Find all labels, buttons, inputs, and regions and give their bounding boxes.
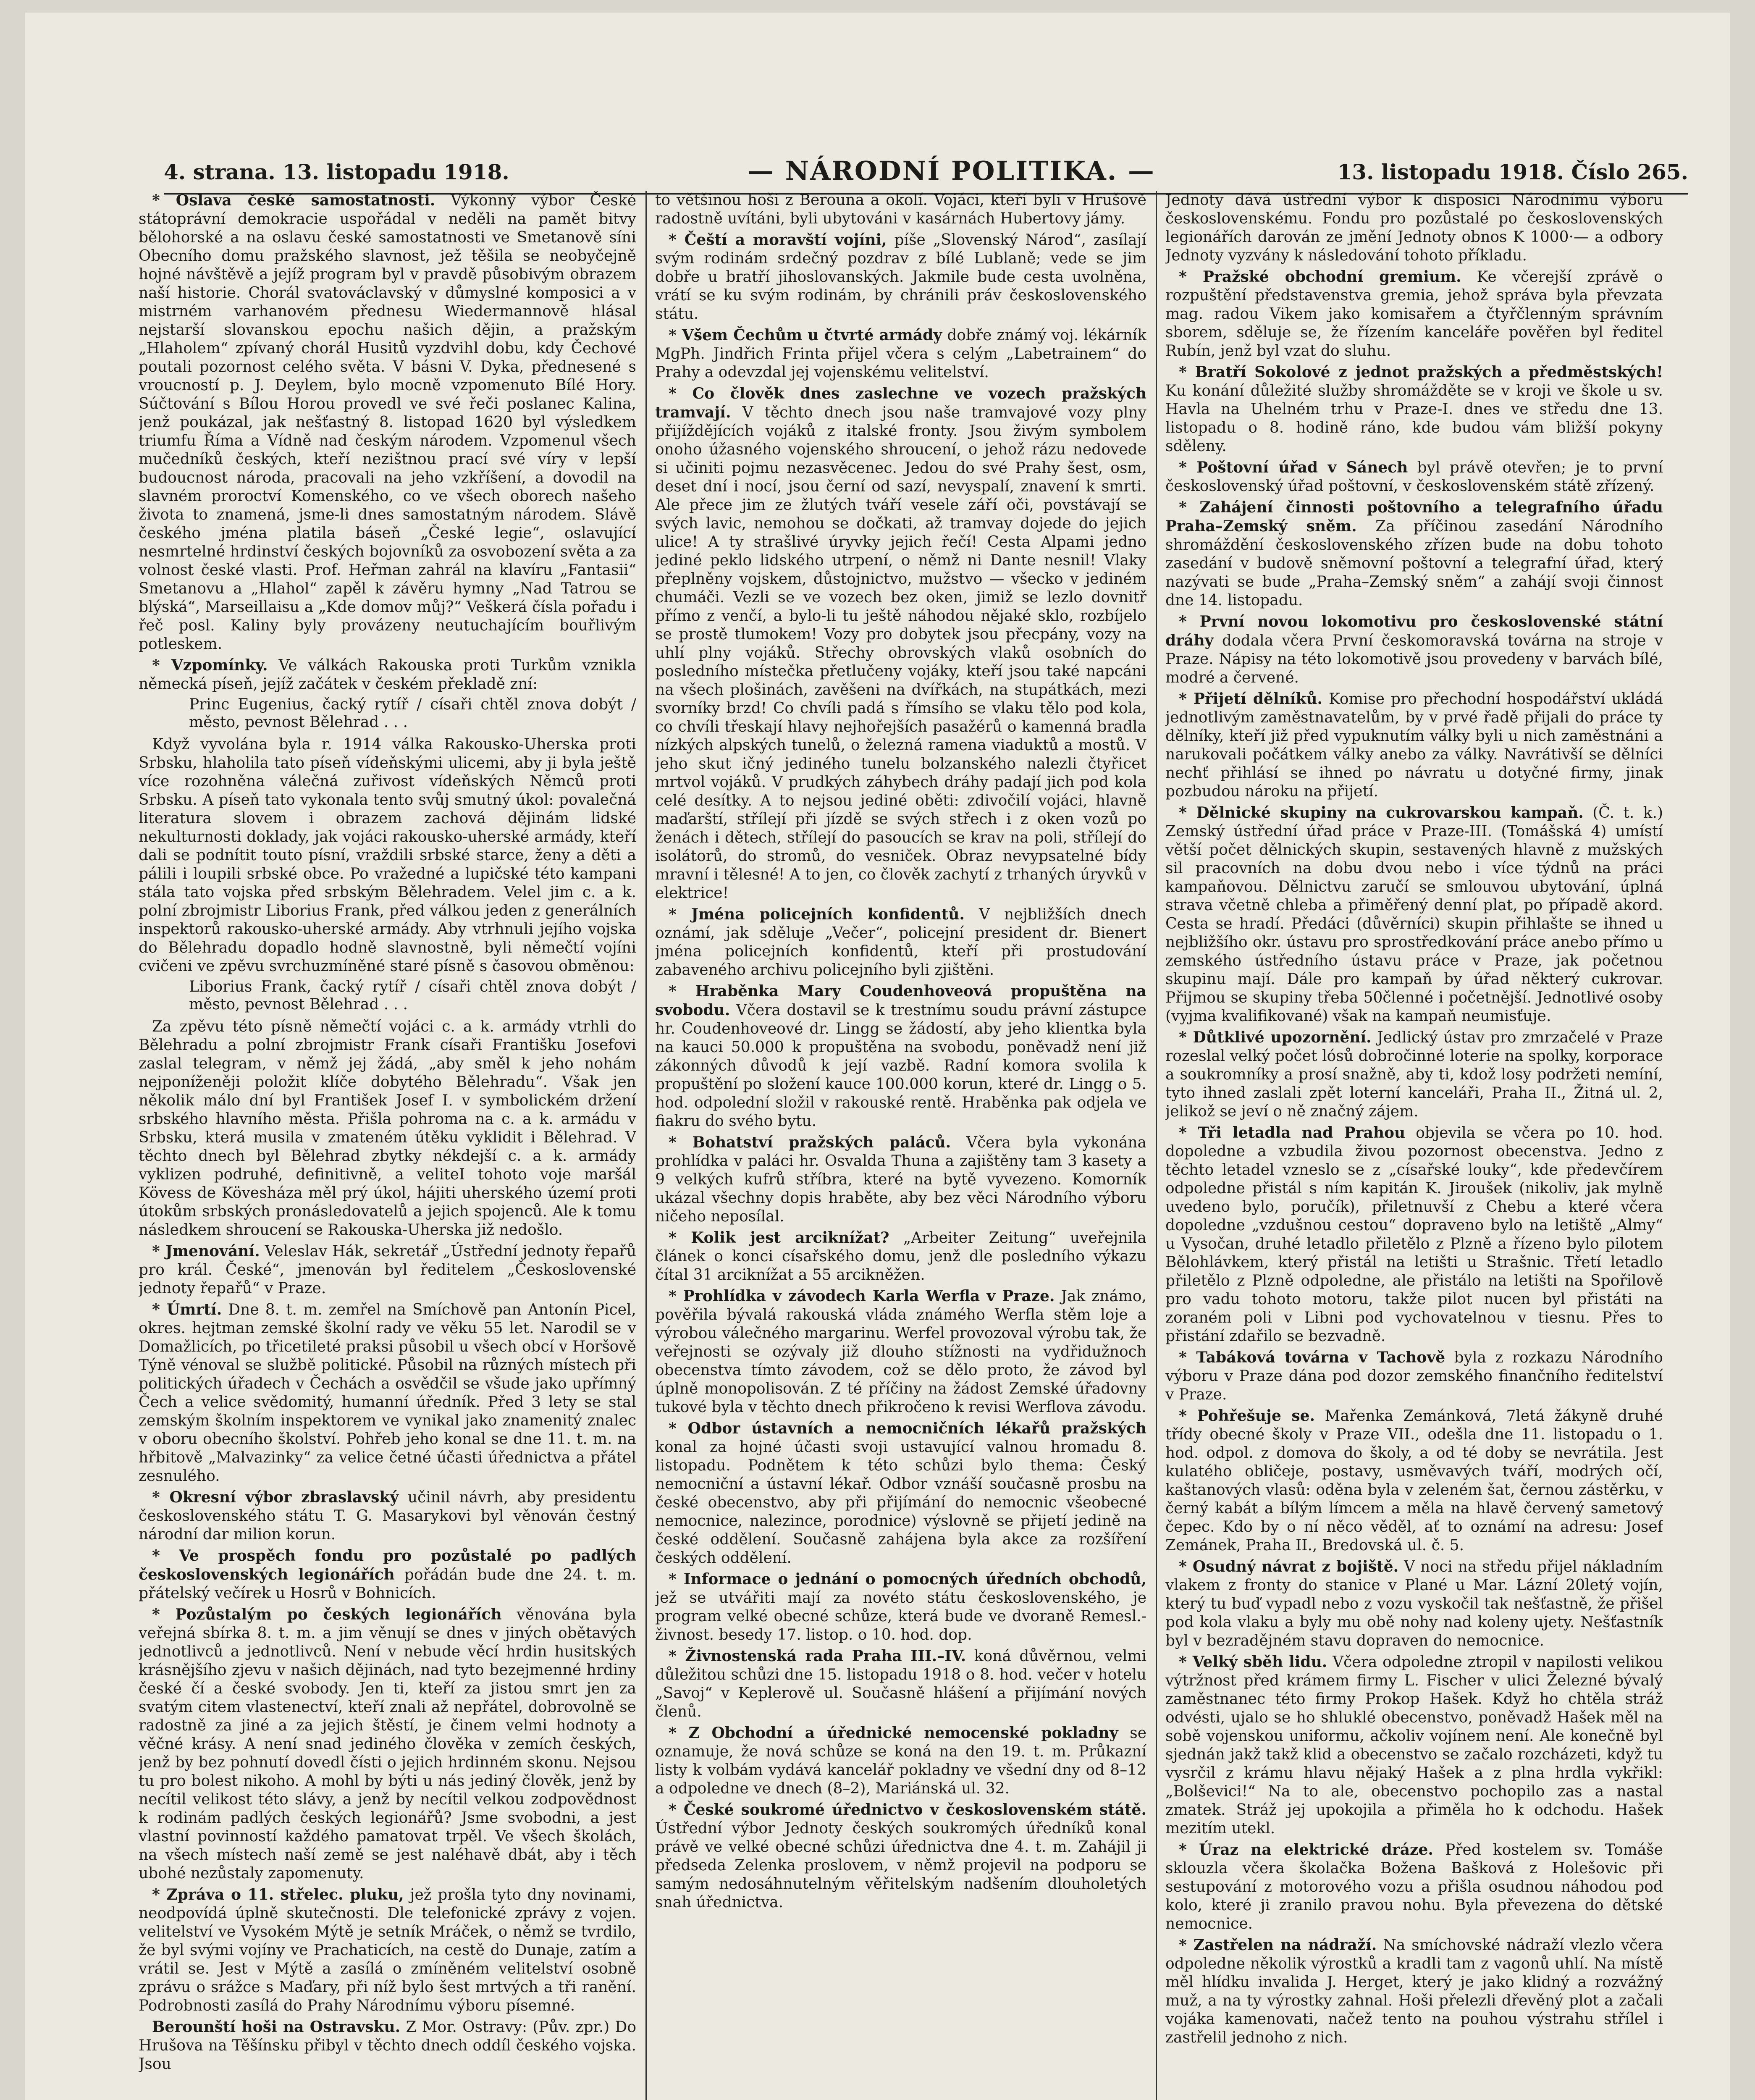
article-heading: * Poštovní úřad v Sánech	[1179, 459, 1408, 476]
article-paragraph	[1165, 498, 1663, 610]
article-paragraph	[655, 326, 1146, 382]
article-text: dobře známý voj. lékárník MgPh. Jindřich Frinta přijel včera s celým „Labetrainem“ do Prahy a odevzdal jej vojenskému velitelství.	[655, 327, 1146, 381]
article-text: jež prošla tyto dny novinami, neodpovídá úplně skutečnosti. Dle telefonické zprávy z vojen. velitelství ve Vysokém Mýtě je setník Mráček, o němž se tvrdilo, že byl svými vojíny ve Prachaticích, na cestě do Dunaje, zatím a vrátil se. Jest v Mýtě a zasílá o zmíněném velitelství osobně zprávu o srážce s Maďary, při níž bylo šest mrtvých a tři ranění. Podrobnosti zasílá do Prahy Národnímu výboru písemné.	[139, 1886, 636, 2014]
verse-quote: Liborius Frank, čacký rytíř / císaři chtěl znova dobýt / město, pevnost Bělehrad . . .	[189, 978, 636, 1013]
article-heading: * Čeští a moravští vojíni,	[669, 231, 887, 249]
article-heading: * Z Obchodní a úřednické nemocenské pokladny	[669, 1724, 1118, 1742]
article-text: Dne 8. t. m. zemřel na Smíchově pan Antonín Picel, okres. hejtman zemské školní rady ve věku 55 let. Narodil se v Domažlicích, po třicetileté praksi působil u všech obcí v Horšově Týně vénoval se službě politické. Působil na různých místech při politických úřadech v Čechách a osvědčil se všude jako upřímný Čech a velice svědomitý, humanní úředník. Před 3 lety se stal zemským školním inspektorem ve vynikal jako znamenitý znalec v oboru obecního školství. Pohřeb jeho konal se dne 11. t. m. na hřbitově „Malvazinky“ za velice četné účasti úřednictva a přátel zesnulého.	[139, 1301, 636, 1485]
article-text: byl právě otevřen; je to první československý úřad poštovní, v československém státě zřízený.	[1165, 459, 1663, 495]
article-paragraph	[139, 735, 636, 976]
article-text: Výkonný výbor České státoprávní demokracie uspořádal v neděli na pamět bitvy bělohorské a na oslavu české samostatnosti ve Smetanově síni Obecního domu pražského slavnost, jež těšila se neobyčejně hojné návštěvě a jejíž program byl v pravdě působivým obrazem naší historie. Chorál svatováclavský v důmyslné komposici a v mistrném varhanovém přednesu Wiedermannově hlásal nejstarší slovanskou epochu našich dějin, a pražským „Hlaholem“ zpívaný chorál Husitů vyzdvihl dobu, kdy Čechové poutali pozornost celého světa. V básni V. Dyka, přednesené s vroucností p. J. Deylem, bylo mocně vzpomenuto Bílé Hory. Súčtování s Bílou Horou provedl ve své řeči poslanec Kalina, jenž poukázal, jak nešťastný 8. listopad 1620 byl výsledkem triumfu Říma a Vídně nad českým národem. Vzpomenul všech mučedníků českých, kteří nezištnou prací své víry v lepší budoucnost národa, pracovali na jeho vzkříšení, a dovodil na slavném proroctví Komenského, co ve všech oborech našeho života to znamená, jsme-li dnes samostatným národem. Slávě českého jména platila báseň „České legie“, oslavující nesmrtelné hrdinství českých bojovníků za osvobození světa a za volnost české vlasti. Prof. Heřman zahrál na klavíru „Fantasii“ Smetanovu a „Hlahol“ zapěl k závěru hymny „Nad Tatrou se blýská“, Marseillaisu a „Kde domov můj?“ Veškerá čísla pořadu i řeč posl. Kaliny byly provázeny neutuchajícím bouřlivým potleskem.	[139, 192, 636, 653]
article-heading: * Hraběnka Mary Coudenhoveová propuštěna na svobodu.	[655, 982, 1146, 1019]
article-text: V nejbližších dnech oznámí, jak sděluje „Večer“, policejní president dr. Bienert jména policejních konfidentů, kteří při prostudování zabaveného archivu policejního byli zjištěni.	[655, 906, 1146, 979]
article-paragraph	[139, 1018, 636, 1239]
article-heading: * Bohatství pražských paláců.	[669, 1134, 951, 1151]
article-paragraph	[139, 1300, 636, 1486]
article-paragraph	[655, 1133, 1146, 1226]
article-heading: * Pozůstalým po českých legionářích	[152, 1606, 502, 1623]
article-paragraph	[139, 1885, 636, 2015]
article-paragraph	[655, 231, 1146, 323]
article-text: Ku konání důležité služby shromážděte se v kroji ve škole u sv. Havla na Uhelném trhu v Praze-I. dnes ve středu dne 13. listopadu o 8. hodině ráno, kde budou vám bližší pokyny sděleny.	[1165, 382, 1663, 455]
article-paragraph	[1165, 458, 1663, 496]
article-text: Za příčinou zasedání Národního shromáždění československého zřízen bude na dobu tohoto zasedání v budově sněmovní poštovní a telegrafní úřad, který nazývati se bude „Praha–Zemský sněm“ a zahájí svoji činnost dne 14. listopadu.	[1165, 518, 1663, 609]
article-paragraph	[1165, 363, 1663, 456]
article-text: dodala včera První českomoravská továrna na stroje v Praze. Nápisy na této lokomotivě jsou provedeny v barvách bílé, modré a červené.	[1165, 632, 1663, 686]
article-heading: * Všem Čechům u čtvrté armády	[669, 326, 942, 344]
article-heading: * Živnostenská rada Praha III.–IV.	[669, 1647, 966, 1665]
article-text: jež se utvářiti mají za novéto státu československého, je program velké obecné schůze, která bude ve dvoraně Remesl.-živnost. besedy 17. listop. o 10. hod. dop.	[655, 1589, 1146, 1643]
article-text: V noci na středu přijel nákladním vlakem z fronty do stanice v Plané u Mar. Lázní 20letý vojín, který tu buď vypadl nebo z vozu vyskočil tak nešťastně, že přišel pod kola vlaku a byly mu obě nohy nad koleny ujety. Nešťastník byl v bezradějném stavu dopraven do nemocnice.	[1165, 1558, 1663, 1649]
article-paragraph	[139, 191, 636, 654]
article-text: Včera byla vykonána prohlídka v paláci hr. Osvalda Thuna a zajištěny tam 3 kasety a 9 velkých kufrů stříbra, které na bytě vyvezeno. Komorník ukázal všechny dopis hraběte, aby bez věci Národního výboru ničeho neposílal.	[655, 1134, 1146, 1225]
article-heading: * Odbor ústavních a nemocničních lékařů pražských	[669, 1420, 1146, 1437]
article-heading: * Pohřešuje se.	[1179, 1407, 1315, 1425]
article-paragraph	[139, 1605, 636, 1883]
article-paragraph	[1165, 268, 1663, 360]
article-text: Když vyvolána byla r. 1914 válka Rakousko-Uherska proti Srbsku, hlaholila tato píseň vídeňskými ulicemi, aby ji byla ještě více rozohněna válečná zuřivost vídeňských Němců proti Srbsku. A píseň tato vykonala tento svůj smutný úkol: povalečná literatura slovem i obrazem zachová dějinám lidské nekulturnosti doklady, jak vojáci rakousko-uherské armády, kteří dali se podnítit touto písní, vraždili srbské starce, ženy a děti a pálili i loupili srbské obce. Po vražedné a lupičské této kampani stála tato vojska před srbským Bělehradem. Velel jim c. a k. polní zbrojmistr Liborius Frank, před válkou jeden z generálních inspektorů rakousko-uherské armády. Aby vtrhnuli jejího vojska do Bělehradu dopadlo hodně slavnostně, byli němečtí vojíni cvičeni ve zpěvu svrchuzmíněné staré písně s časovou obměnou:	[139, 736, 636, 975]
article-paragraph	[655, 1801, 1146, 1912]
article-paragraph	[1165, 1557, 1663, 1650]
article-paragraph	[655, 982, 1146, 1131]
article-heading: * Kolik jest arciknížat?	[669, 1229, 889, 1247]
article-paragraph	[1165, 690, 1663, 801]
article-heading: * Co člověk dnes zaslechne ve vozech pražských tramvají.	[655, 385, 1146, 421]
article-heading: * Oslava české samostatnosti.	[152, 192, 435, 209]
article-paragraph	[139, 2018, 636, 2074]
article-heading: * Ve prospěch fondu pro pozůstalé po padlých československých legionářích	[139, 1547, 636, 1583]
article-paragraph	[139, 1242, 636, 1298]
article-text: Ústřední výbor Jednoty českých soukromých úředníků konal právě ve velké obecné schůzi úřednictva dne 4. t. m. Zahájil ji předseda Zelenka proslovem, v němž projevil na podporu se samým nedosáhnutelným věřitelským nadšením dlouholetých snah úřednictva.	[655, 1820, 1146, 1911]
article-paragraph	[655, 1570, 1146, 1644]
article-paragraph	[655, 905, 1146, 979]
article-heading: Berounští hoši na Ostravsku.	[152, 2018, 401, 2036]
article-text: „Arbeiter Zeitung“ uveřejnila článek o konci císařského domu, jenž dle posledního výkazu čítal 31 arciknížat a 55 arcikněžen.	[655, 1229, 1146, 1284]
article-heading: * Jména policejních konfidentů.	[669, 906, 965, 923]
article-text: to většinou hoši z Berouna a okolí. Vojáci, kteří byli v Hrušově radostně uvítáni, byli ubytováni v kasárnách Hubertovy jámy.	[655, 192, 1146, 227]
article-text: Před kostelem sv. Tomáše sklouzla včera školačka Božena Bašková z Holešovic při sestupování z motorového vozu a přišla osudnou náhodou pod kolo, které ji zranilo pravou nohu. Byla převezena do dětské nemocnice.	[1165, 1841, 1663, 1932]
article-text: učinil návrh, aby presidentu československého státu T. G. Masarykovi byl věnován čestný národní dar milion korun.	[139, 1489, 636, 1543]
article-text: píše „Slovenský Národ“, zasílají svým rodinám srdečný pozdrav z bílé Lublaně; vede se jim dobře u bratří jihoslovanských. Jakmile bude cesta uvolněna, vrátí se ku svým rodinám, by chránili práv československého státu.	[655, 231, 1146, 323]
article-text: koná důvěrnou, velmi důležitou schůzi dne 15. listopadu 1918 o 8. hod. večer v hotelu „Savoj“ v Keplerově ul. Současně hlášení a přijímání nových členů.	[655, 1648, 1146, 1720]
article-heading: * Tři letadla nad Prahou	[1179, 1124, 1406, 1142]
article-heading: * Pražské obchodní gremium.	[1179, 268, 1461, 286]
article-paragraph	[1165, 1840, 1663, 1933]
article-text: Včera odpoledne ztropil v napilosti velikou výtržnost před krámem firmy L. Fischer v ulici Železné bývalý zaměstnanec této firmy Prokop Hašek. Když ho chtěla stráž odvésti, ujalo se ho shluklé obecenstvo, poněvadž Hašek měl na sobě vojenskou uniformu, ačkoliv vojínem není. Ale konečně byl sjednán jakž takž klid a obecenstvo se začalo rozcházeti, když tu vysrčil z krámu hlavu nějaký Hašek a z plna hrdla vykřikl: „Bolševici!“ Na to ale, obecenstvo pochopilo zas a nastal zmatek. Stráž jej upokojila a přiměla ho k odchodu. Hašek mezitím utekl.	[1165, 1654, 1663, 1837]
article-paragraph	[655, 1228, 1146, 1284]
article-paragraph	[139, 1546, 636, 1603]
article-paragraph	[655, 1419, 1146, 1567]
article-paragraph	[655, 1287, 1146, 1417]
newspaper-title: — NÁRODNÍ POLITIKA. —	[748, 155, 1155, 186]
article-text: Jak známo, pověřila bývalá rakouská vláda známého Werfla stěm loje a výrobou válečného margarinu. Werfel provozoval výrobu tak, že veřejnosti se ozývaly již dlouho stížnosti na vydřidužnoch obecenstva tímto závodem, což se dělo proto, že závod byl úplně monopolisován. Z té příčiny na žádost Zemské úřadovny tukové byla v těchto dnech přikročeno k revisi Werflova závodu.	[655, 1288, 1146, 1416]
article-paragraph	[1165, 612, 1663, 687]
article-heading: * Zastřelen na nádraží.	[1179, 1936, 1377, 1954]
article-heading: * Úraz na elektrické dráze.	[1179, 1841, 1433, 1858]
article-paragraph	[655, 384, 1146, 903]
article-heading: * První novou lokomotivu pro československé státní dráhy	[1165, 613, 1663, 649]
column-separator	[645, 191, 647, 2100]
article-text: věnována byla veřejná sbírka 8. t. m. a jim věnují se dnes v jiných obětavých jednotlivců a jednotlivců. Není v nebude věcí hrdin husitských krásnějšího zjevu v našich dějinách, nad tyto bezejmenné hrdiny české čí a české svobody. Jen ti, kteří za jistou smrt jen za svatým citem vlastenectví, kteří znali až nepřátel, dobrovolně se radostně za jiné a za jejich štěstí, je činem velmi hodnoty a věčné krásy. A není snad jediného člověka v zemích českých, jenž by bez pohnutí dovedl čísti o jejich hrdinném skonu. Nejsou tu pro bolest nikoho. A mohl by býti u nás jediný člověk, jenž by necítil velikost této slávy, a jenž by necítil velkou zodpovědnost k rodinám padlých českých legionářů? Jsme svobodni, a jest vlastní povinností každého pamatovat trpěl. Ve všech školách, na všech místech naší země se jest naléhavě dbát, aby i těch ubohé nezůstaly zapomenuty.	[139, 1606, 636, 1882]
article-paragraph	[139, 656, 636, 693]
article-text: Komise pro přechodní hospodářství ukládá jednotlivým zaměstnavatelům, by v prvé řadě přijali do práce ty dělníky, kteří již před vypuknutím války byli u nich zaměstnáni a narukovali počátkem války anebo za války. Navrátivší se dělníci nechť přihlásí se ihned po návratu u dotyčné firmy, jinak pozbudou nároku na přijetí.	[1165, 690, 1663, 800]
article-paragraph	[1165, 191, 1663, 265]
article-heading: * Zahájení činnosti poštovního a telegrafního úřadu Praha–Zemský sněm.	[1165, 499, 1663, 535]
article-text: V těchto dnech jsou naše tramvajové vozy plny přijíždějících vojáků z italské fronty. Jsou živým symbolem onoho úžasného vojenského shroucení, o jehož rázu nedovede si učiniti pojmu nezasvěcenec. Jedou do své Prahy šest, osm, deset dní i nocí, jsou černí od sazí, nevyspalí, znavení k smrti. Ale přece jim ze žlutých tváří vesele září oči, povstávají se svých lavic, nemohou se dočkati, až tramvay dojede do jejich ulice! A ty strašlivé úryvky jejich řečí! Cesta Alpami jedno jediné peklo lidského utrpení, o němž ni Dante nesnil! Vlaky přeplněny vojskem, důstojnictvo, mužstvo — všecko v jediném chumáči. Vezli se ve vozech bez oken, jimiž se lezlo dovnitř přímo z venčí, a bylo-li tu ještě náhodou nějaké sklo, rozbíjelo se prostě tlumokem! Vozy pro dobytek jsou přecpány, vozy na uhlí plny vojáků. Střechy obrovských vlaků osobních do posledního místečka přetlučeny vojáky, kteří jsou také napcáni na všech plošinách, zavěšeni na dvířkách, na stupátkách, mezi svorníky brzd! Co chvíli padá s římsího se vlaku tělo pod kola, co chvíli třeskají hlavy nejhořejších pasažérů o kamenná bradla nízkých alpských tunelů, o železná ramena viaduktů a mostů. V jeho skut ičný jediného tunelu bolzanského nalezli čtyřicet mrtvol vojáků. V prudkých záhybech dráhy padají jich pod kola celé desítky. A to nejsou jediné oběti: zdivočilí vojáci, hlavně maďarští, střílejí při jízdě se svých střech i z oken vozů po ženách i dětech, střílejí do pasoucích se krav na poli, střílejí do isolátorů, do stromů, do vesniček. Obraz nevypsatelné bídy mravní i tělesné! A to jen, co člověk zachytí z trhaných úryvků v elektrice!	[655, 404, 1146, 902]
article-text: Včera dostavil se k trestnímu soudu právní zástupce hr. Coudenhoveové dr. Lingg se žádostí, aby jeho klientka byla na kauci 50.000 k propuštěna na svobodu, poněvadž není již zákonných důvodů k její vazbě. Radní komora svolila k propuštění po složení kauce 100.000 korun, které dr. Lingg o 5. hod. odpolední složil v rakouské rentě. Hraběnka pak odjela ve fiakru do svého bytu.	[655, 1002, 1146, 1130]
article-heading: * Velký sběh lidu.	[1179, 1653, 1327, 1671]
article-text: Veleslav Hák, sekretář „Ústřední jednoty řepařů pro král. České“, jmenován byl ředitelem „Československé jednoty řepařů“ v Praze.	[139, 1243, 636, 1297]
page-number-date: 4. strana. 13. listopadu 1918.	[164, 160, 509, 184]
masthead	[164, 151, 1688, 197]
article-text: Z Mor. Ostravy: (Pův. zpr.) Do Hrušova na Těšínsku přibyl v těchto dnech oddíl českého vojska. Jsou	[139, 2019, 636, 2073]
column-3	[1165, 191, 1663, 2100]
article-text: se oznamuje, že nová schůze se koná na den 19. t. m. Průkazní listy k volbám vydává kancelář pokladny ve všední dny od 8–12 a odpoledne ve dnech (8–2), Mariánská ul. 32.	[655, 1725, 1146, 1797]
article-text: Ve válkách Rakouska proti Turkům vznikla německá píseň, jejíž začátek v českém překladě zní:	[139, 657, 636, 693]
article-paragraph	[1165, 803, 1663, 1026]
article-heading: * Zpráva o 11. střelec. pluku,	[152, 1886, 404, 1903]
article-text: (Č. t. k.) Zemský ústřední úřad práce v Praze-III. (Tomášská 4) umístí větší počet dělnických skupin, sestavených hlavně z mužských sil pracovních na dobu dvou nebo i více týdnů na práci kampaňovou. Dělnictvu zaručí se smlouvou ubytování, úplná strava včetně chleba a přiměřený denní plat, po případě akord. Cesta se hradí. Předáci (důvěrníci) skupin přihlašte se ihned u nejbližšího okr. ústavu pro sprostředkování práce anebo přímo u zemského ústředního ústavu práce v Praze, jak početnou skupinu mají. Dále pro kampaň by úřad některý cukrovar. Přijmou se skupiny třeba 50členné i početnější. Jednotlivé osoby (vyjma kvalifikované) však na kampaň neumisťuje.	[1165, 804, 1663, 1025]
article-paragraph	[1165, 1653, 1663, 1838]
column-separator	[1156, 191, 1157, 2100]
article-heading: * Dělnické skupiny na cukrovarskou kampaň.	[1179, 804, 1584, 822]
issue-date-number: 13. listopadu 1918. Číslo 265.	[1337, 160, 1688, 184]
article-text: konal za hojné účasti svoji ustavující valnou hromadu 8. listopadu. Podnětem k této schůzi bylo thema: Český nemocniční a ústavní lékař. Odbor vznáší současně prosbu na české obecenstvo, aby při přijímání do nemocnic všeobecné nemocnice, nalezince, porodnice) výslovně se přijetí jedině na české oddělení. Současně zahájena byla akce za rozšíření českých oddělení.	[655, 1438, 1146, 1567]
article-heading: * Okresní výbor zbraslavský	[152, 1488, 399, 1506]
article-paragraph	[655, 1724, 1146, 1798]
article-text: pořádán bude dne 24. t. m. přátelský večírek u Hosrů v Bohnicích.	[139, 1566, 636, 1602]
article-heading: * Informace o jednání o pomocných úředních obchodů,	[669, 1570, 1146, 1588]
article-heading: * Přijetí dělníků.	[1179, 690, 1323, 708]
article-text: objevila se včera po 10. hod. dopoledne a vzbudila živou pozornost obecenstva. Jedno z těchto letadel vzneslo se z „císařské louky“, kde předevčírem odpoledne přistál s ním kapitán K. Jiroušek (nikoliv, jak mylně uvedeno bylo, poručík), přiletnuvší z Chebu a které včera dopoledne „vzdušnou cestou“ dopraveno bylo na letiště „Almy“ u Vysočan, druhé letadlo přiletělo z Plzně a řízeno bylo pilotem Bělohlávkem, který přistál na letišti u Strašnic. Třetí letadlo přiletělo z Plzně odpoledne, ale přistálo na letišti na Spořilově pro vadu tohoto motoru, takže pilot nucen byl přistáti na zoraném poli v Libni pod vychovatelnou v tiesnu. Přes to přistání zdařilo se bezvadně.	[1165, 1124, 1663, 1345]
article-heading: * Prohlídka v závodech Karla Werfla v Praze.	[669, 1287, 1055, 1305]
article-heading: * Osudný návrat z bojiště.	[1179, 1558, 1399, 1575]
article-text: Jednoty dává ústřední výbor k disposici Národnímu výboru československému. Fondu pro pozůstalé po československých legionářích darován ze jmění Jednoty obnos K 1000·— a odbory Jednoty vyzvány k následování tohoto příkladu.	[1165, 192, 1663, 264]
article-heading: * Bratří Sokolové z jednot pražských a předměstských!	[1179, 363, 1663, 381]
article-heading: * Tabáková továrna v Tachově	[1179, 1349, 1445, 1366]
article-text: Na smíchovské nádraží vlezlo včera odpoledne několik výrostků a kradli tam z vagonů uhlí. Na místě měl hlídku invalida J. Herget, který je jako klidný a rozvážný muž, a na ty výrostky zahnal. Hoši přelezli dřevěný plot a začali vojáka kamenovati, načež tento na pouhou výstrahu střílel i zastřelil jednoho z nich.	[1165, 1937, 1663, 2046]
article-paragraph	[1165, 1348, 1663, 1404]
article-heading: * České soukromé úřednictvo v československém státě.	[669, 1801, 1146, 1819]
article-text: Ke včerejší zprávě o rozpuštění představenstva gremia, jehož správa byla převzata mag. radou Vikem jako komisařem a čtyřčlenným správním sborem, sděluje se, že řízením kanceláře pověřen byl ředitel Rubín, jenž byl vzat do sluhu.	[1165, 268, 1663, 360]
article-heading: * Důtklivé upozornění.	[1179, 1029, 1372, 1046]
column-2	[655, 191, 1146, 2100]
article-text: Jedlický ústav pro zmrzačelé v Praze rozeslal velký počet lósů dobročinné loterie na spolky, korporace a soukromníky a prosí snažně, aby ti, kdož losy podržeti nemíní, tyto ihned zaslali zpět loterní kanceláři, Praha II., Žitná ul. 2, jelikož se jeví o ně značný zájem.	[1165, 1029, 1663, 1120]
article-paragraph	[1165, 1028, 1663, 1121]
article-paragraph	[655, 1647, 1146, 1721]
article-paragraph	[1165, 1124, 1663, 1346]
article-text: byla z rozkazu Národního výboru v Praze dána pod dozor zemského finančního ředitelství v Praze.	[1165, 1349, 1663, 1403]
article-heading: * Jmenování.	[152, 1242, 260, 1260]
verse-quote: Princ Eugenius, čacký rytíř / císaři chtěl znova dobýt / město, pevnost Bělehrad . . .	[189, 696, 636, 731]
article-paragraph	[1165, 1936, 1663, 2047]
article-paragraph	[655, 191, 1146, 228]
article-heading: * Vzpomínky.	[152, 656, 268, 674]
article-text: Mařenka Zemánková, 7letá žákyně druhé třídy obecné školy v Praze VII., odešla dne 11. listopadu o 1. hod. odpol. z domova do školy, a od té doby se nevrátila. Jest kulatého obličeje, postavy, usměvavých tváří, modrých očí, kaštanových vlasů: oděna byla v zeleném šat, černou zástěrku, v černý kabát a bílým límcem a měla na hlavě červený sametový čepec. Kdo by o ní něco věděl, ať to oznámí na adresu: Josef Zemánek, Praha II., Bredovská ul. č. 5.	[1165, 1407, 1663, 1554]
article-paragraph	[139, 1488, 636, 1544]
article-heading: * Úmrtí.	[152, 1301, 222, 1318]
article-text: Za zpěvu této písně němečtí vojáci c. a k. armády vtrhli do Bělehradu a polní zbrojmistr Frank císaři Františku Josefovi zaslal telegram, v němž jej žádá, „aby směl k jeho nohám nejponíženěji položit klíče dobytého Bělehradu“. Však jen několik málo dní byl František Josef I. v symbolickém držení srbského hlavního města. Přišla pohroma na c. a k. armádu v Srbsku, která musila v zmateném útěku vyklidit i Bělehrad. V těchto dnech byl Bělehrad zbytky nékdejší c. a k. armády vyklizen podruhé, definitivně, a veliteI tohoto voje maršál Kövess de Kövesháza měl prý úkol, hájiti uherského území proti útokům srbských pronásledovatelů a jejich spojenců. Ale k tomu následkem shroucení se Rakouska-Uherska již nedošlo.	[139, 1018, 636, 1239]
column-1	[139, 191, 636, 2100]
article-paragraph	[1165, 1407, 1663, 1555]
